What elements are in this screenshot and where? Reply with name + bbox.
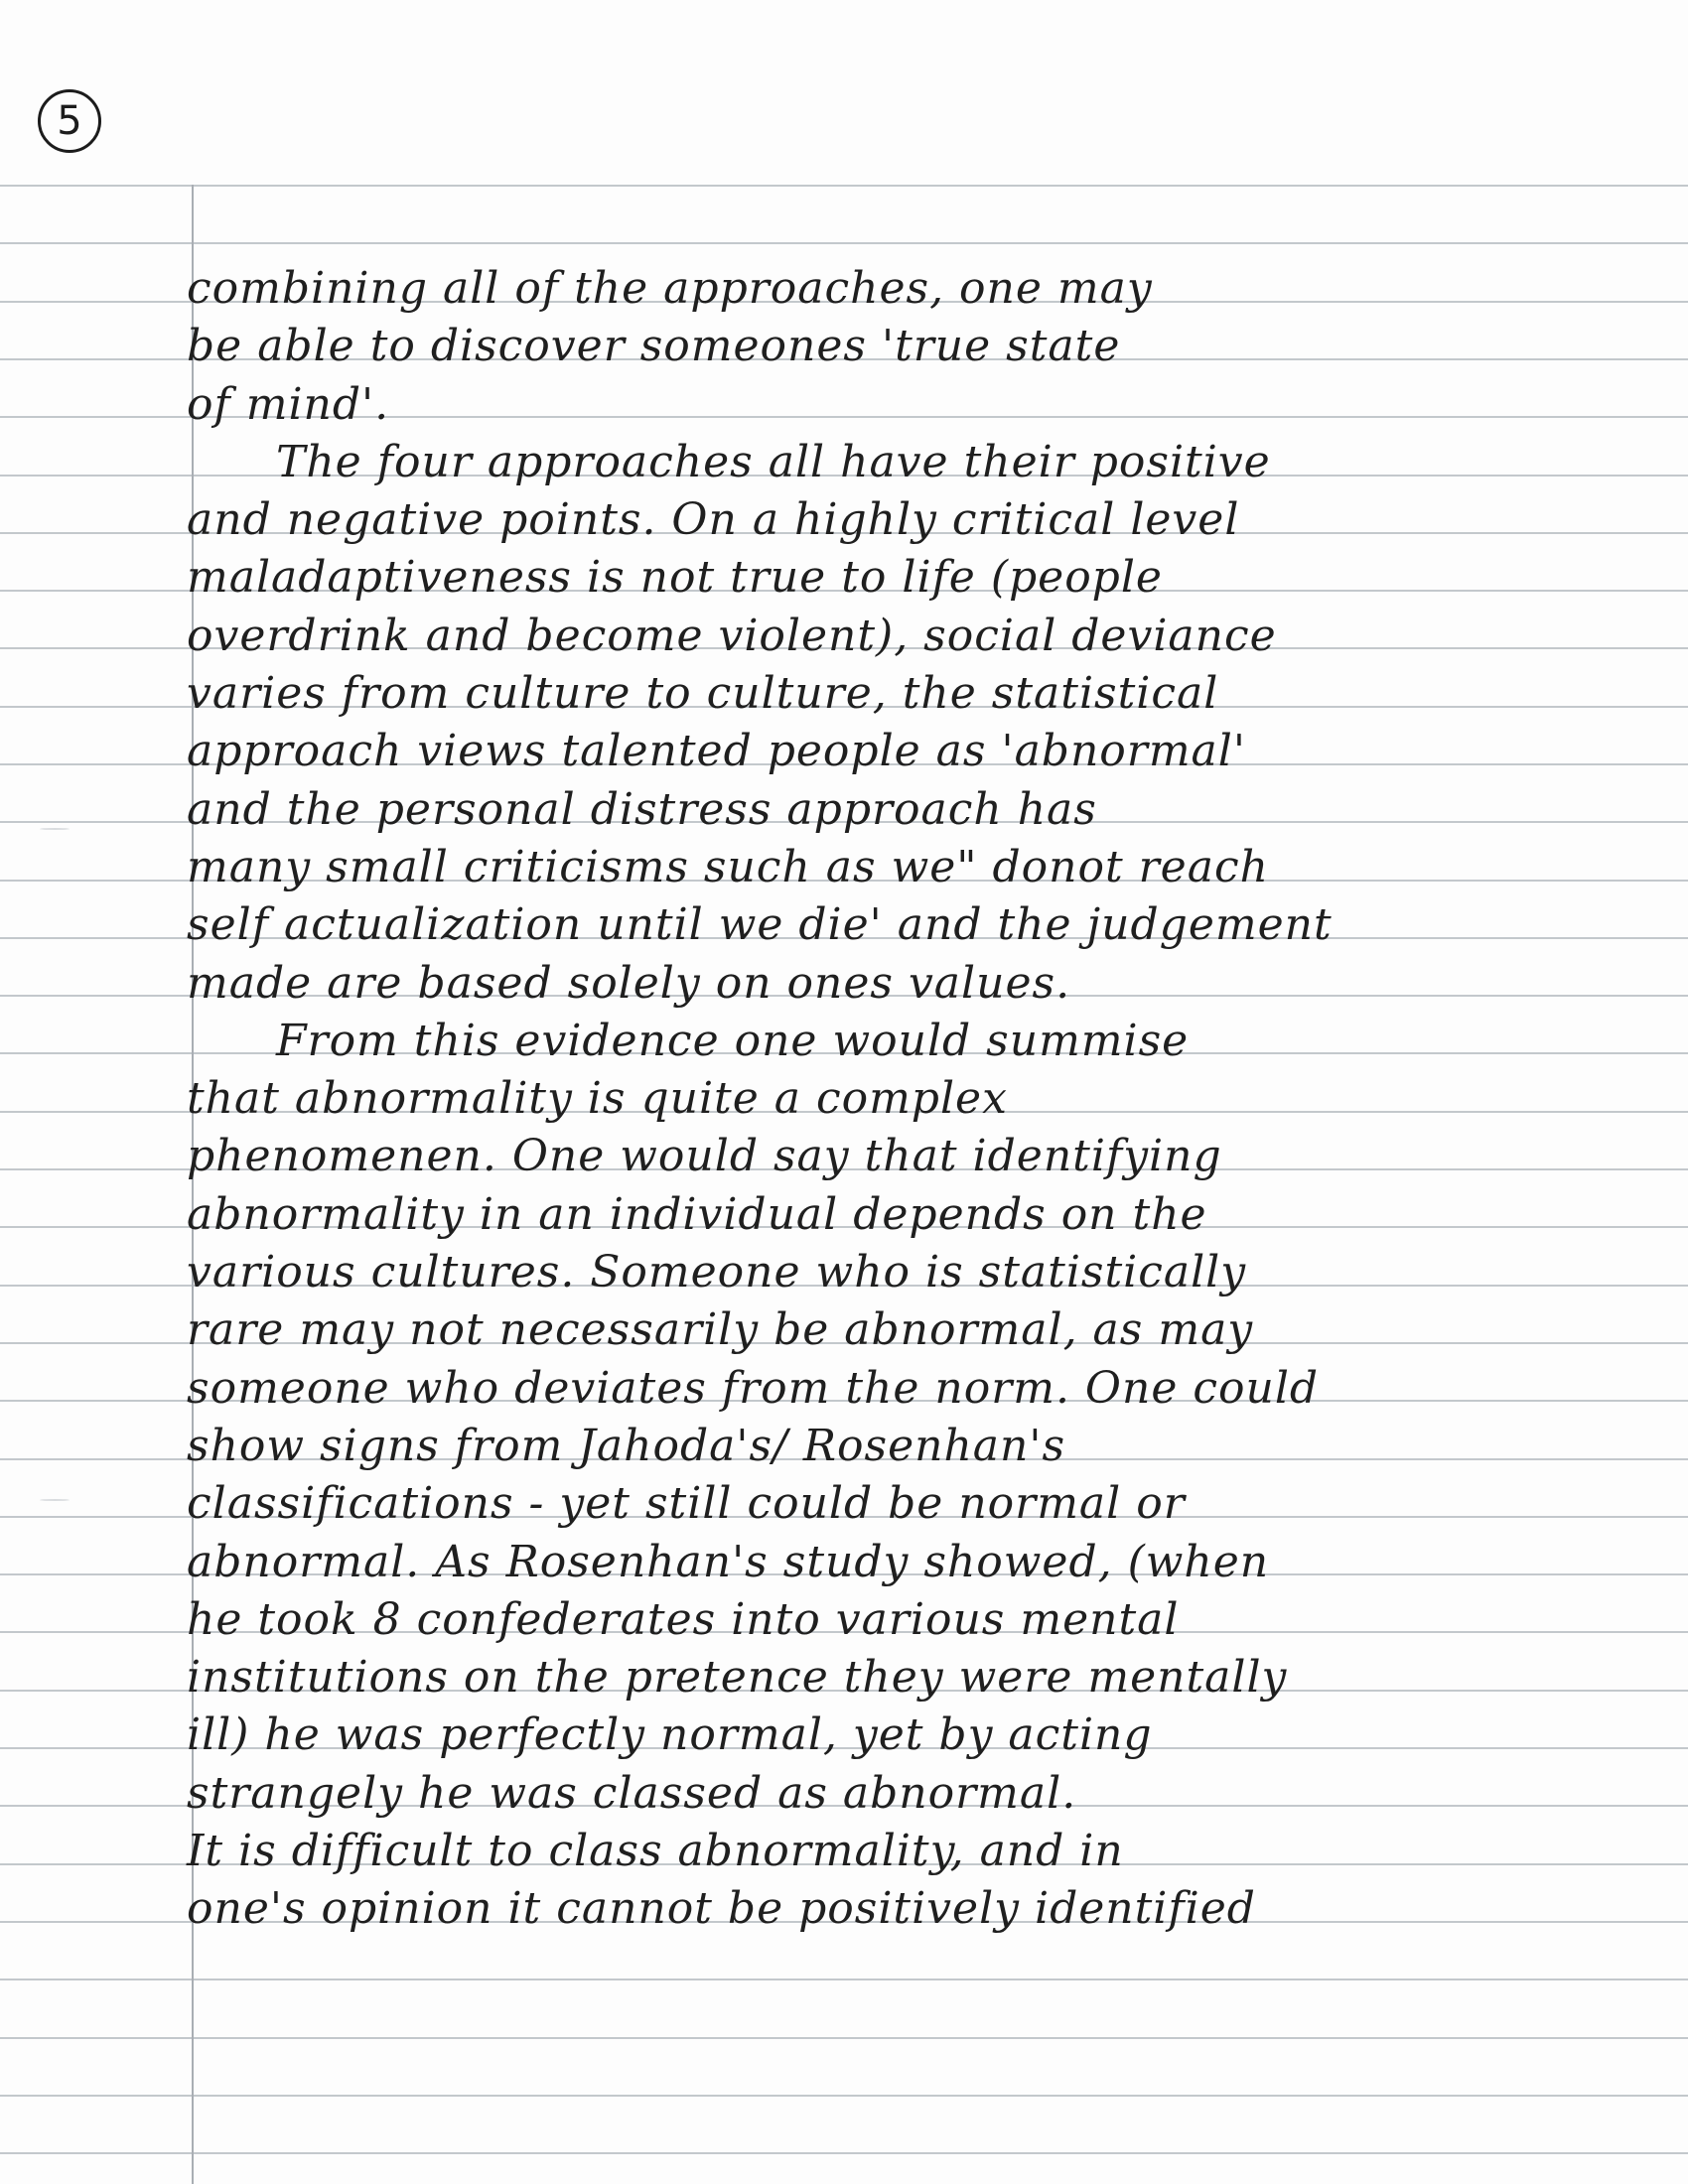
text-line: made are based solely on ones values. bbox=[187, 957, 1071, 1009]
text-line: classifications - yet still could be normal or bbox=[187, 1478, 1186, 1530]
text-line: show signs from Jahoda's/ Rosenhan's bbox=[187, 1420, 1066, 1471]
text-line: It is difficult to class abnormality, and in bbox=[187, 1826, 1124, 1877]
text-line: that abnormality is quite a complex bbox=[187, 1073, 1008, 1125]
ruled-line bbox=[0, 2095, 1688, 2097]
text-line: abnormal. As Rosenhan's study showed, (when bbox=[187, 1536, 1270, 1587]
text-line: one's opinion it cannot be positively identified bbox=[187, 1883, 1256, 1935]
text-line: varies from culture to culture, the statistical bbox=[187, 668, 1219, 720]
text-line: institutions on the pretence they were mentally bbox=[187, 1652, 1288, 1704]
text-line: ill) he was perfectly normal, yet by acting bbox=[187, 1709, 1153, 1761]
text-line: overdrink and become violent), social deviance bbox=[187, 610, 1277, 661]
text-line: many small criticisms such as we" donot reach bbox=[187, 841, 1269, 892]
text-line: someone who deviates from the norm. One could bbox=[187, 1362, 1320, 1414]
ruled-line bbox=[0, 2037, 1688, 2039]
ruled-line bbox=[0, 242, 1688, 244]
text-line: of mind'. bbox=[187, 378, 390, 430]
text-line: self actualization until we die' and the judgement bbox=[187, 899, 1333, 951]
text-line: he took 8 confederates into various mental bbox=[187, 1593, 1180, 1645]
handwritten-text bbox=[187, 260, 1617, 1939]
text-line: approach views talented people as 'abnormal' bbox=[187, 726, 1246, 777]
page-number bbox=[38, 89, 101, 153]
text-line: and negative points. On a highly critical level bbox=[187, 494, 1240, 546]
text-line: combining all of the approaches, one may bbox=[187, 263, 1153, 314]
ruled-line bbox=[0, 2152, 1688, 2154]
text-line: phenomenen. One would say that identifying bbox=[187, 1131, 1222, 1182]
text-line: rare may not necessarily be abnormal, as may bbox=[187, 1304, 1254, 1356]
ruled-line bbox=[0, 1979, 1688, 1980]
text-line: various cultures. Someone who is statistically bbox=[187, 1247, 1247, 1298]
text-line: abnormality in an individual depends on the bbox=[187, 1188, 1207, 1240]
page-number-text: 5 bbox=[57, 98, 82, 144]
text-line: The four approaches all have their positive bbox=[276, 436, 1271, 487]
text-line: From this evidence one would summise bbox=[276, 1015, 1190, 1066]
ruled-line bbox=[0, 185, 1688, 187]
text-line: and the personal distress approach has bbox=[187, 783, 1097, 835]
text-line: be able to discover someones 'true state bbox=[187, 321, 1121, 372]
punch-hole-mark bbox=[40, 1499, 70, 1501]
text-line: maladaptiveness is not true to life (people bbox=[187, 552, 1163, 604]
punch-hole-mark bbox=[40, 828, 70, 830]
text-line: strangely he was classed as abnormal. bbox=[187, 1767, 1077, 1819]
